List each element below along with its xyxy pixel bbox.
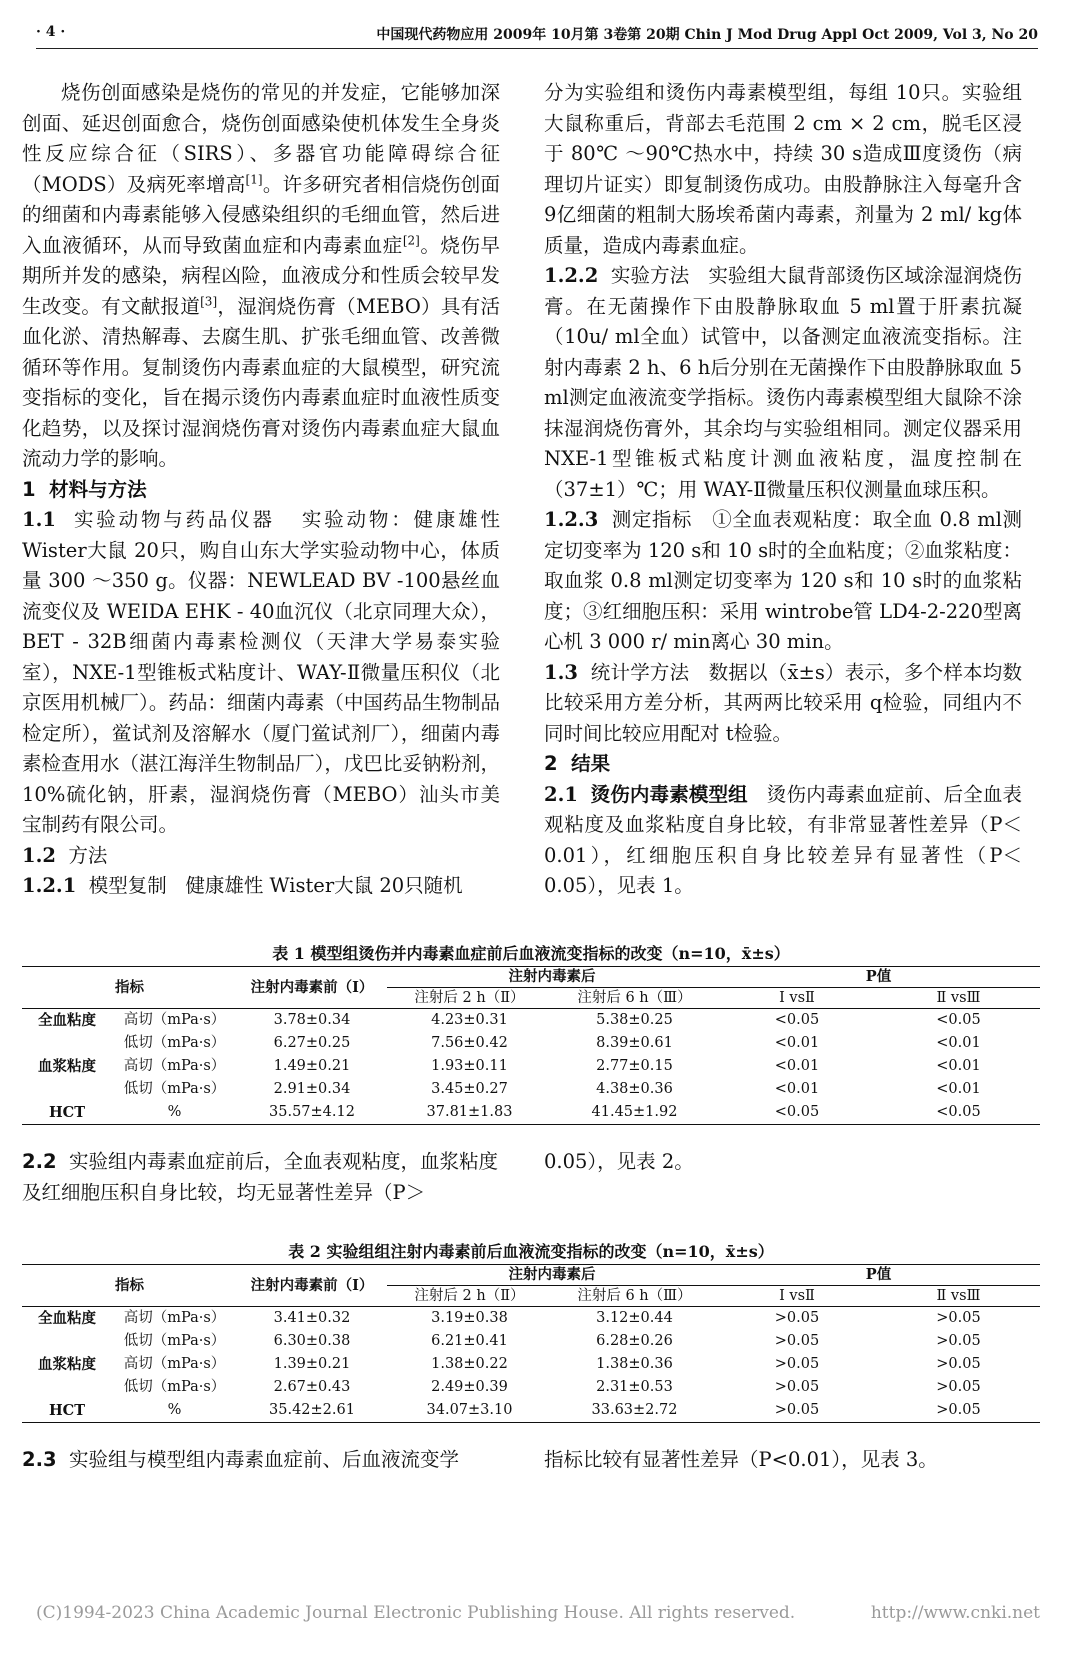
section-2-2 bbox=[22, 1147, 1040, 1209]
value-6h: 1.38±0.36 bbox=[596, 1356, 673, 1372]
row-group-label: 血浆粘度 bbox=[38, 1356, 96, 1373]
row-sub-label: 低切（mPa·s） bbox=[123, 1333, 226, 1349]
p-value-1-2: >0.05 bbox=[774, 1356, 820, 1372]
row-sub-label: % bbox=[167, 1402, 182, 1418]
p-value-2-3: <0.01 bbox=[936, 1035, 981, 1051]
copyright-text: (C)1994-2023 China Academic Journal Electronic Publishing House. All rights reserved. bbox=[36, 1603, 796, 1623]
row-group-label: 血浆粘度 bbox=[38, 1058, 96, 1075]
table-1 bbox=[22, 942, 1040, 1125]
value-6h: 41.45±1.92 bbox=[591, 1104, 678, 1120]
paragraph-left: 2.3 实验组与模型组内毒素血症前、后血液流变学 bbox=[22, 1448, 459, 1471]
value-6h: 6.28±0.26 bbox=[596, 1333, 673, 1349]
table-row bbox=[22, 1101, 1040, 1125]
value-6h: 33.63±2.72 bbox=[591, 1402, 678, 1418]
citation-ref[interactable]: [3] bbox=[200, 294, 218, 308]
value-2h: 7.56±0.42 bbox=[431, 1035, 508, 1051]
value-2h: 1.38±0.22 bbox=[431, 1356, 508, 1372]
subsection-paragraph: 1.2.1 模型复制 健康雄性 Wister大鼠 20只随机 bbox=[22, 874, 463, 897]
p-value-2-3: <0.05 bbox=[936, 1012, 981, 1028]
subsection-title: 模型复制 bbox=[88, 874, 167, 897]
data-table bbox=[22, 966, 1040, 1125]
value-2h: 6.21±0.41 bbox=[431, 1333, 508, 1349]
p-value-2-3: >0.05 bbox=[936, 1356, 981, 1372]
row-group-label bbox=[22, 1032, 112, 1055]
value-2h: 34.07±3.10 bbox=[426, 1402, 513, 1418]
p-value-1-2: <0.05 bbox=[774, 1104, 820, 1120]
value-before: 1.39±0.21 bbox=[273, 1356, 351, 1372]
paragraph-left: 2.2 实验组内毒素血症前后，全血表观粘度，血浆粘度及红细胞压积自身比较，均无显著性差异（P＞ bbox=[22, 1150, 498, 1204]
left-column bbox=[22, 78, 500, 902]
value-6h: 4.38±0.36 bbox=[596, 1081, 673, 1097]
row-sub-label: 高切（mPa·s） bbox=[123, 1356, 226, 1372]
table-header: 注射内毒素后 bbox=[387, 967, 717, 988]
table-header: Ⅱ vsⅢ bbox=[877, 988, 1040, 1009]
row-sub-label: 高切（mPa·s） bbox=[123, 1058, 226, 1074]
citation-ref[interactable]: [1] bbox=[245, 172, 263, 186]
table-caption: 表 2 实验组组注射内毒素前后血液流变指标的改变（n=10，x̄±s） bbox=[288, 1242, 774, 1261]
journal-citation: 中国现代药物应用 2009年 10月第 3卷第 20期 Chin J Mod Drug Appl Oct 2009, Vol 3, No 20 bbox=[376, 27, 1038, 43]
p-value-1-2: >0.05 bbox=[774, 1402, 820, 1418]
table-header: 指标 bbox=[22, 967, 237, 1009]
value-2h: 4.23±0.31 bbox=[431, 1012, 508, 1028]
table-header: 注射后 6 h（Ⅲ） bbox=[552, 1286, 717, 1307]
value-before: 6.30±0.38 bbox=[273, 1333, 351, 1349]
value-6h: 3.12±0.44 bbox=[596, 1310, 673, 1326]
subsection-paragraph: 1.1 实验动物与药品仪器 实验动物：健康雄性 Wister大鼠 20只，购自山东大学实验动物中心，体质量 300 ～350 g。仪器：NEWLEAD BV -100悬丝血流变仪及 WEIDA EHK - 40血沉仪（北京同理大众），BET - 32B细菌内毒素检测仪（天津大学易泰实验室），NXE-1型锥板式粘度计、WAY-Ⅱ微量压积仪（北京医用机械厂）。药品：细菌内毒素（中国药品生物制品检定所），鲎试剂及溶解水（厦门鲎试剂厂），细菌内毒素检查用水（湛江海洋生物制品厂），戊巴比妥钠粉剂，10%硫化钠，肝素，湿润烧伤膏（MEBO）汕头市美宝制药有限公司。 bbox=[22, 508, 500, 836]
table-header: P值 bbox=[717, 967, 1040, 988]
section-2-3 bbox=[22, 1445, 1040, 1477]
value-2h: 3.19±0.38 bbox=[431, 1310, 508, 1326]
p-value-2-3: <0.05 bbox=[936, 1104, 981, 1120]
footer-url-link[interactable]: http://www.cnki.net bbox=[870, 1603, 1040, 1623]
table-row bbox=[22, 1330, 1040, 1353]
table-row bbox=[22, 1307, 1040, 1331]
p-value-2-3: >0.05 bbox=[936, 1310, 981, 1326]
row-group-label bbox=[22, 1376, 112, 1399]
intro-paragraph: 烧伤创面感染是烧伤的常见的并发症，它能够加深创面、延迟创面愈合，烧伤创面感染使机体发生全身炎性反应综合征（SIRS）、多器官功能障碍综合征（MODS）及病死率增高[1]。许多研究者相信烧伤创面的细菌和内毒素能够入侵感染组织的毛细血管，然后进入血液循环，从而导致菌血症和内毒素血症[2]。烧伤早期所并发的感染，病程凶险，血液成分和性质会较早发生改变。有文献报道[3]，湿润烧伤膏（MEBO）具有活血化淤、清热解毒、去腐生肌、扩张毛细血管、改善微循环等作用。复制烫伤内毒素血症的大鼠模型，研究流变指标的变化，旨在揭示烫伤内毒素血症时血液性质变化趋势，以及探讨湿润烧伤膏对烫伤内毒素血症大鼠血流动力学的影响。 bbox=[22, 81, 500, 470]
running-header bbox=[36, 22, 1038, 49]
value-6h: 5.38±0.25 bbox=[596, 1012, 673, 1028]
value-before: 2.91±0.34 bbox=[273, 1081, 351, 1097]
value-6h: 2.31±0.53 bbox=[596, 1379, 673, 1395]
p-value-1-2: <0.01 bbox=[774, 1058, 820, 1074]
value-6h: 2.77±0.15 bbox=[596, 1058, 673, 1074]
table-caption: 表 1 模型组烫伤并内毒素血症前后血液流变指标的改变（n=10，x̄±s） bbox=[272, 944, 790, 963]
value-before: 6.27±0.25 bbox=[273, 1035, 351, 1051]
section-heading: 1 材料与方法 bbox=[22, 477, 147, 501]
value-2h: 1.93±0.11 bbox=[431, 1058, 508, 1074]
p-value-2-3: <0.01 bbox=[936, 1058, 981, 1074]
continued-paragraph: 分为实验组和烫伤内毒素模型组，每组 10只。实验组大鼠称重后，背部去毛范围 2 cm × 2 cm，脱毛区浸于 80℃ ～90℃热水中，持续 30 s造成Ⅲ度烫伤（病理切片证实）即复制烫伤成功。由股静脉注入每毫升含 9亿细菌的粗制大肠埃希菌内毒素，剂量为 2 ml/ kg体质量，造成内毒素血症。 bbox=[544, 81, 1022, 257]
table-header: P值 bbox=[717, 1265, 1040, 1286]
right-column bbox=[544, 78, 1022, 902]
p-value-2-3: >0.05 bbox=[936, 1333, 981, 1349]
value-before: 35.42±2.61 bbox=[269, 1402, 355, 1418]
row-group-label: 全血粘度 bbox=[38, 1012, 96, 1029]
row-sub-label: 低切（mPa·s） bbox=[123, 1035, 226, 1051]
table-row bbox=[22, 1055, 1040, 1078]
subsection-paragraph: 2.1 烫伤内毒素模型组 烫伤内毒素血症前、后全血表观粘度及血浆粘度自身比较，有非常显著性差异（P＜ 0.01），红细胞压积自身比较差异有显著性（P＜ 0.05），见表 1。 bbox=[544, 782, 1022, 897]
p-value-1-2: >0.05 bbox=[774, 1333, 820, 1349]
value-before: 3.41±0.32 bbox=[273, 1310, 351, 1326]
row-sub-label: % bbox=[167, 1104, 182, 1120]
row-sub-label: 高切（mPa·s） bbox=[123, 1012, 226, 1028]
table-header: Ⅰ vsⅡ bbox=[717, 988, 877, 1009]
row-sub-label: 低切（mPa·s） bbox=[123, 1379, 226, 1395]
value-2h: 3.45±0.27 bbox=[431, 1081, 508, 1097]
subsection-paragraph: 1.2.3 测定指标 ①全血表观粘度：取全血 0.8 ml测定切变率为 120 s和 10 s时的全血粘度；②血浆粘度：取血浆 0.8 ml测定切变率为 120 s和 10 s时的血浆粘度；③红细胞压积：采用 wintrobe管 LD4-2-220型离心机 3 000 r/ min离心 30 min。 bbox=[544, 508, 1022, 653]
p-value-2-3: <0.01 bbox=[936, 1081, 981, 1097]
row-group-label: HCT bbox=[48, 1104, 86, 1121]
p-value-1-2: >0.05 bbox=[774, 1379, 820, 1395]
table-header: 注射内毒素后 bbox=[387, 1265, 717, 1286]
row-group-label bbox=[22, 1330, 112, 1353]
paragraph-right: 0.05），见表 2。 bbox=[544, 1150, 694, 1173]
table-row bbox=[22, 1078, 1040, 1101]
row-group-label: HCT bbox=[48, 1402, 86, 1419]
citation-ref[interactable]: [2] bbox=[402, 233, 420, 247]
row-sub-label: 低切（mPa·s） bbox=[123, 1081, 226, 1097]
paragraph-right: 指标比较有显著性差异（P<0.01），见表 3。 bbox=[544, 1448, 938, 1471]
table-header: 注射内毒素前（Ⅰ） bbox=[237, 1265, 387, 1307]
value-6h: 8.39±0.61 bbox=[596, 1035, 673, 1051]
value-before: 1.49±0.21 bbox=[273, 1058, 351, 1074]
table-row bbox=[22, 1399, 1040, 1423]
table-row bbox=[22, 1009, 1040, 1033]
subsection-paragraph: 1.3 统计学方法 数据以（x̄±s）表示，多个样本均数比较采用方差分析，其两两比较采用 q检验，同组内不同时间比较应用配对 t检验。 bbox=[544, 660, 1022, 745]
p-value-2-3: >0.05 bbox=[936, 1379, 981, 1395]
value-before: 35.57±4.12 bbox=[269, 1104, 355, 1120]
p-value-2-3: >0.05 bbox=[936, 1402, 981, 1418]
table-row bbox=[22, 1353, 1040, 1376]
table-header: 指标 bbox=[22, 1265, 237, 1307]
value-2h: 37.81±1.83 bbox=[426, 1104, 513, 1120]
subsection-title: 实验动物与药品仪器 bbox=[73, 508, 275, 531]
table-row bbox=[22, 1376, 1040, 1399]
table-header: 注射后 6 h（Ⅲ） bbox=[552, 988, 717, 1009]
page-number: · 4 · bbox=[36, 24, 66, 40]
p-value-1-2: <0.05 bbox=[774, 1012, 820, 1028]
row-sub-label: 高切（mPa·s） bbox=[123, 1310, 226, 1326]
row-group-label: 全血粘度 bbox=[38, 1310, 96, 1327]
section-heading: 2 结果 bbox=[544, 752, 611, 775]
subsection-paragraph: 1.2.2 实验方法 实验组大鼠背部烫伤区域涂湿润烧伤膏。在无菌操作下由股静脉取血 5 ml置于肝素抗凝（10u/ ml全血）试管中，以备测定血液流变指标。注射内毒素 2 h、6 h后分别在无菌操作下由股静脉取血 5 ml测定血液流变学指标。烫伤内毒素模型组大鼠除不涂抹湿润烧伤膏外，其余均与实验组相同。测定仪器采用 NXE-1型锥板式粘度计测血液粘度，温度控制在（37±1）℃；用 WAY-Ⅱ微量压积仪测量血球压积。 bbox=[544, 264, 1022, 501]
p-value-1-2: <0.01 bbox=[774, 1081, 820, 1097]
value-before: 2.67±0.43 bbox=[273, 1379, 351, 1395]
table-row bbox=[22, 1032, 1040, 1055]
table-header: 注射后 2 h（Ⅱ） bbox=[387, 1286, 552, 1307]
p-value-1-2: >0.05 bbox=[774, 1310, 820, 1326]
table-header: 注射后 2 h（Ⅱ） bbox=[387, 988, 552, 1009]
data-table bbox=[22, 1264, 1040, 1423]
subsection-heading: 1.2 方法 bbox=[22, 843, 108, 867]
value-2h: 2.49±0.39 bbox=[431, 1379, 508, 1395]
table-2 bbox=[22, 1240, 1040, 1423]
value-before: 3.78±0.34 bbox=[273, 1012, 351, 1028]
table-header: Ⅰ vsⅡ bbox=[717, 1286, 877, 1307]
table-header: Ⅱ vsⅢ bbox=[877, 1286, 1040, 1307]
p-value-1-2: <0.01 bbox=[774, 1035, 820, 1051]
table-header: 注射内毒素前（Ⅰ） bbox=[237, 967, 387, 1009]
row-group-label bbox=[22, 1078, 112, 1101]
